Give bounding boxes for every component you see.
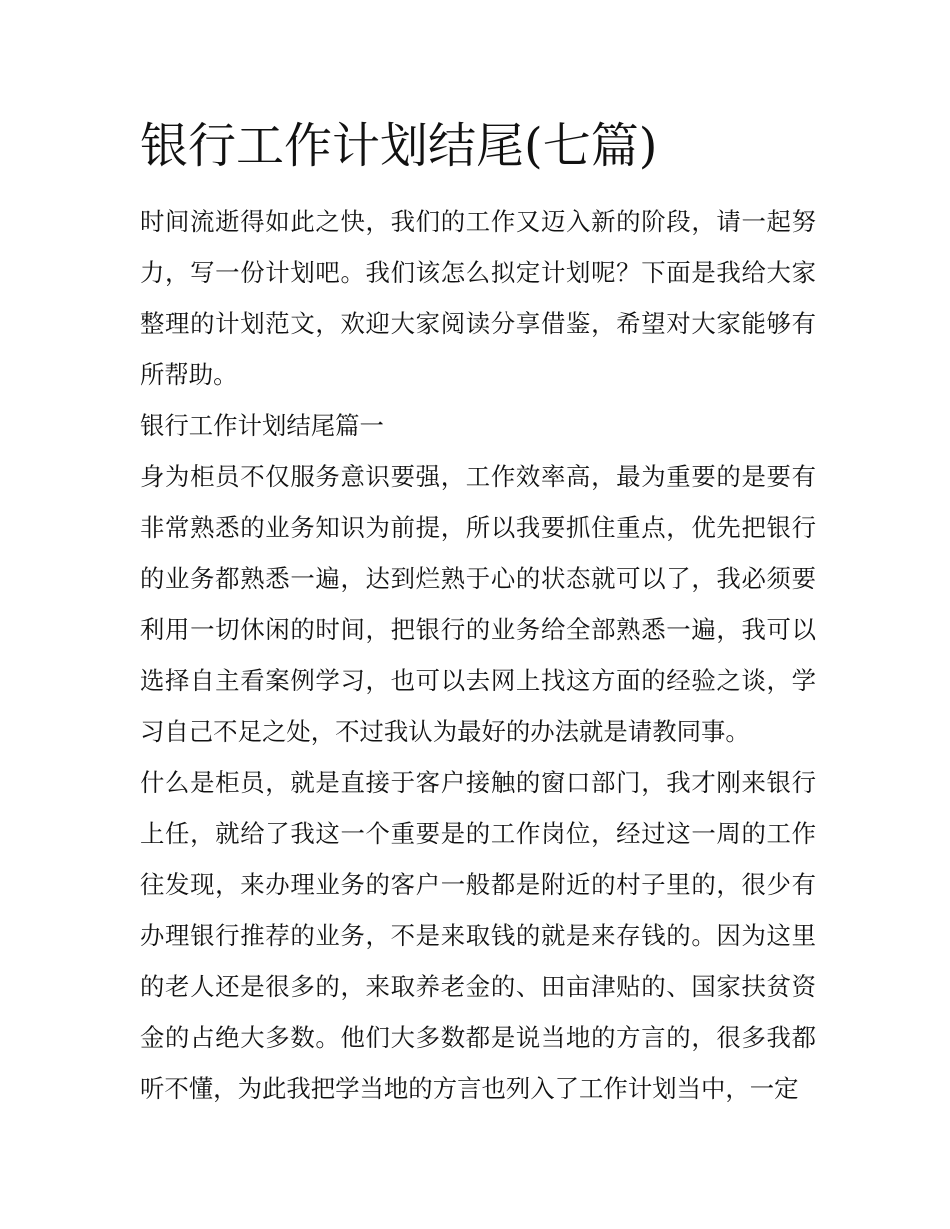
intro-paragraph: 时间流逝得如此之快，我们的工作又迈入新的阶段，请一起努力，写一份计划吧。我们该怎么拟定计划呢？下面是我给大家整理的计划范文，欢迎大家阅读分享借鉴，希望对大家能够有所帮助。: [140, 207, 816, 389]
document-title: 银行工作计划结尾(七篇): [140, 118, 658, 174]
section-heading: 银行工作计划结尾篇一: [140, 411, 384, 440]
body-paragraph-1: 身为柜员不仅服务意识要强，工作效率高，最为重要的是要有非常熟悉的业务知识为前提，所以我要抓住重点，优先把银行的业务都熟悉一遍，达到烂熟于心的状态就可以了，我必须要利用一切休闲的时间，把银行的业务给全部熟悉一遍，我可以选择自主看案例学习，也可以去网上找这方面的经验之谈，学习自己不足之处，不过我认为最好的办法就是请教同事。: [140, 462, 816, 746]
body-paragraph-2: 什么是柜员，就是直接于客户接触的窗口部门，我才刚来银行上任，就给了我这一个重要是的工作岗位，经过这一周的工作往发现，来办理业务的客户一般都是附近的村子里的，很少有办理银行推荐的业务，不是来取钱的就是来存钱的。因为这里的老人还是很多的，来取养老金的、田亩津贴的、国家扶贫资金的占绝大多数。他们大多数都是说当地的方言的，很多我都听不懂，为此我把学当地的方言也列入了工作计划当中，一定: [140, 768, 816, 1103]
document-page: [140, 110, 816, 1114]
